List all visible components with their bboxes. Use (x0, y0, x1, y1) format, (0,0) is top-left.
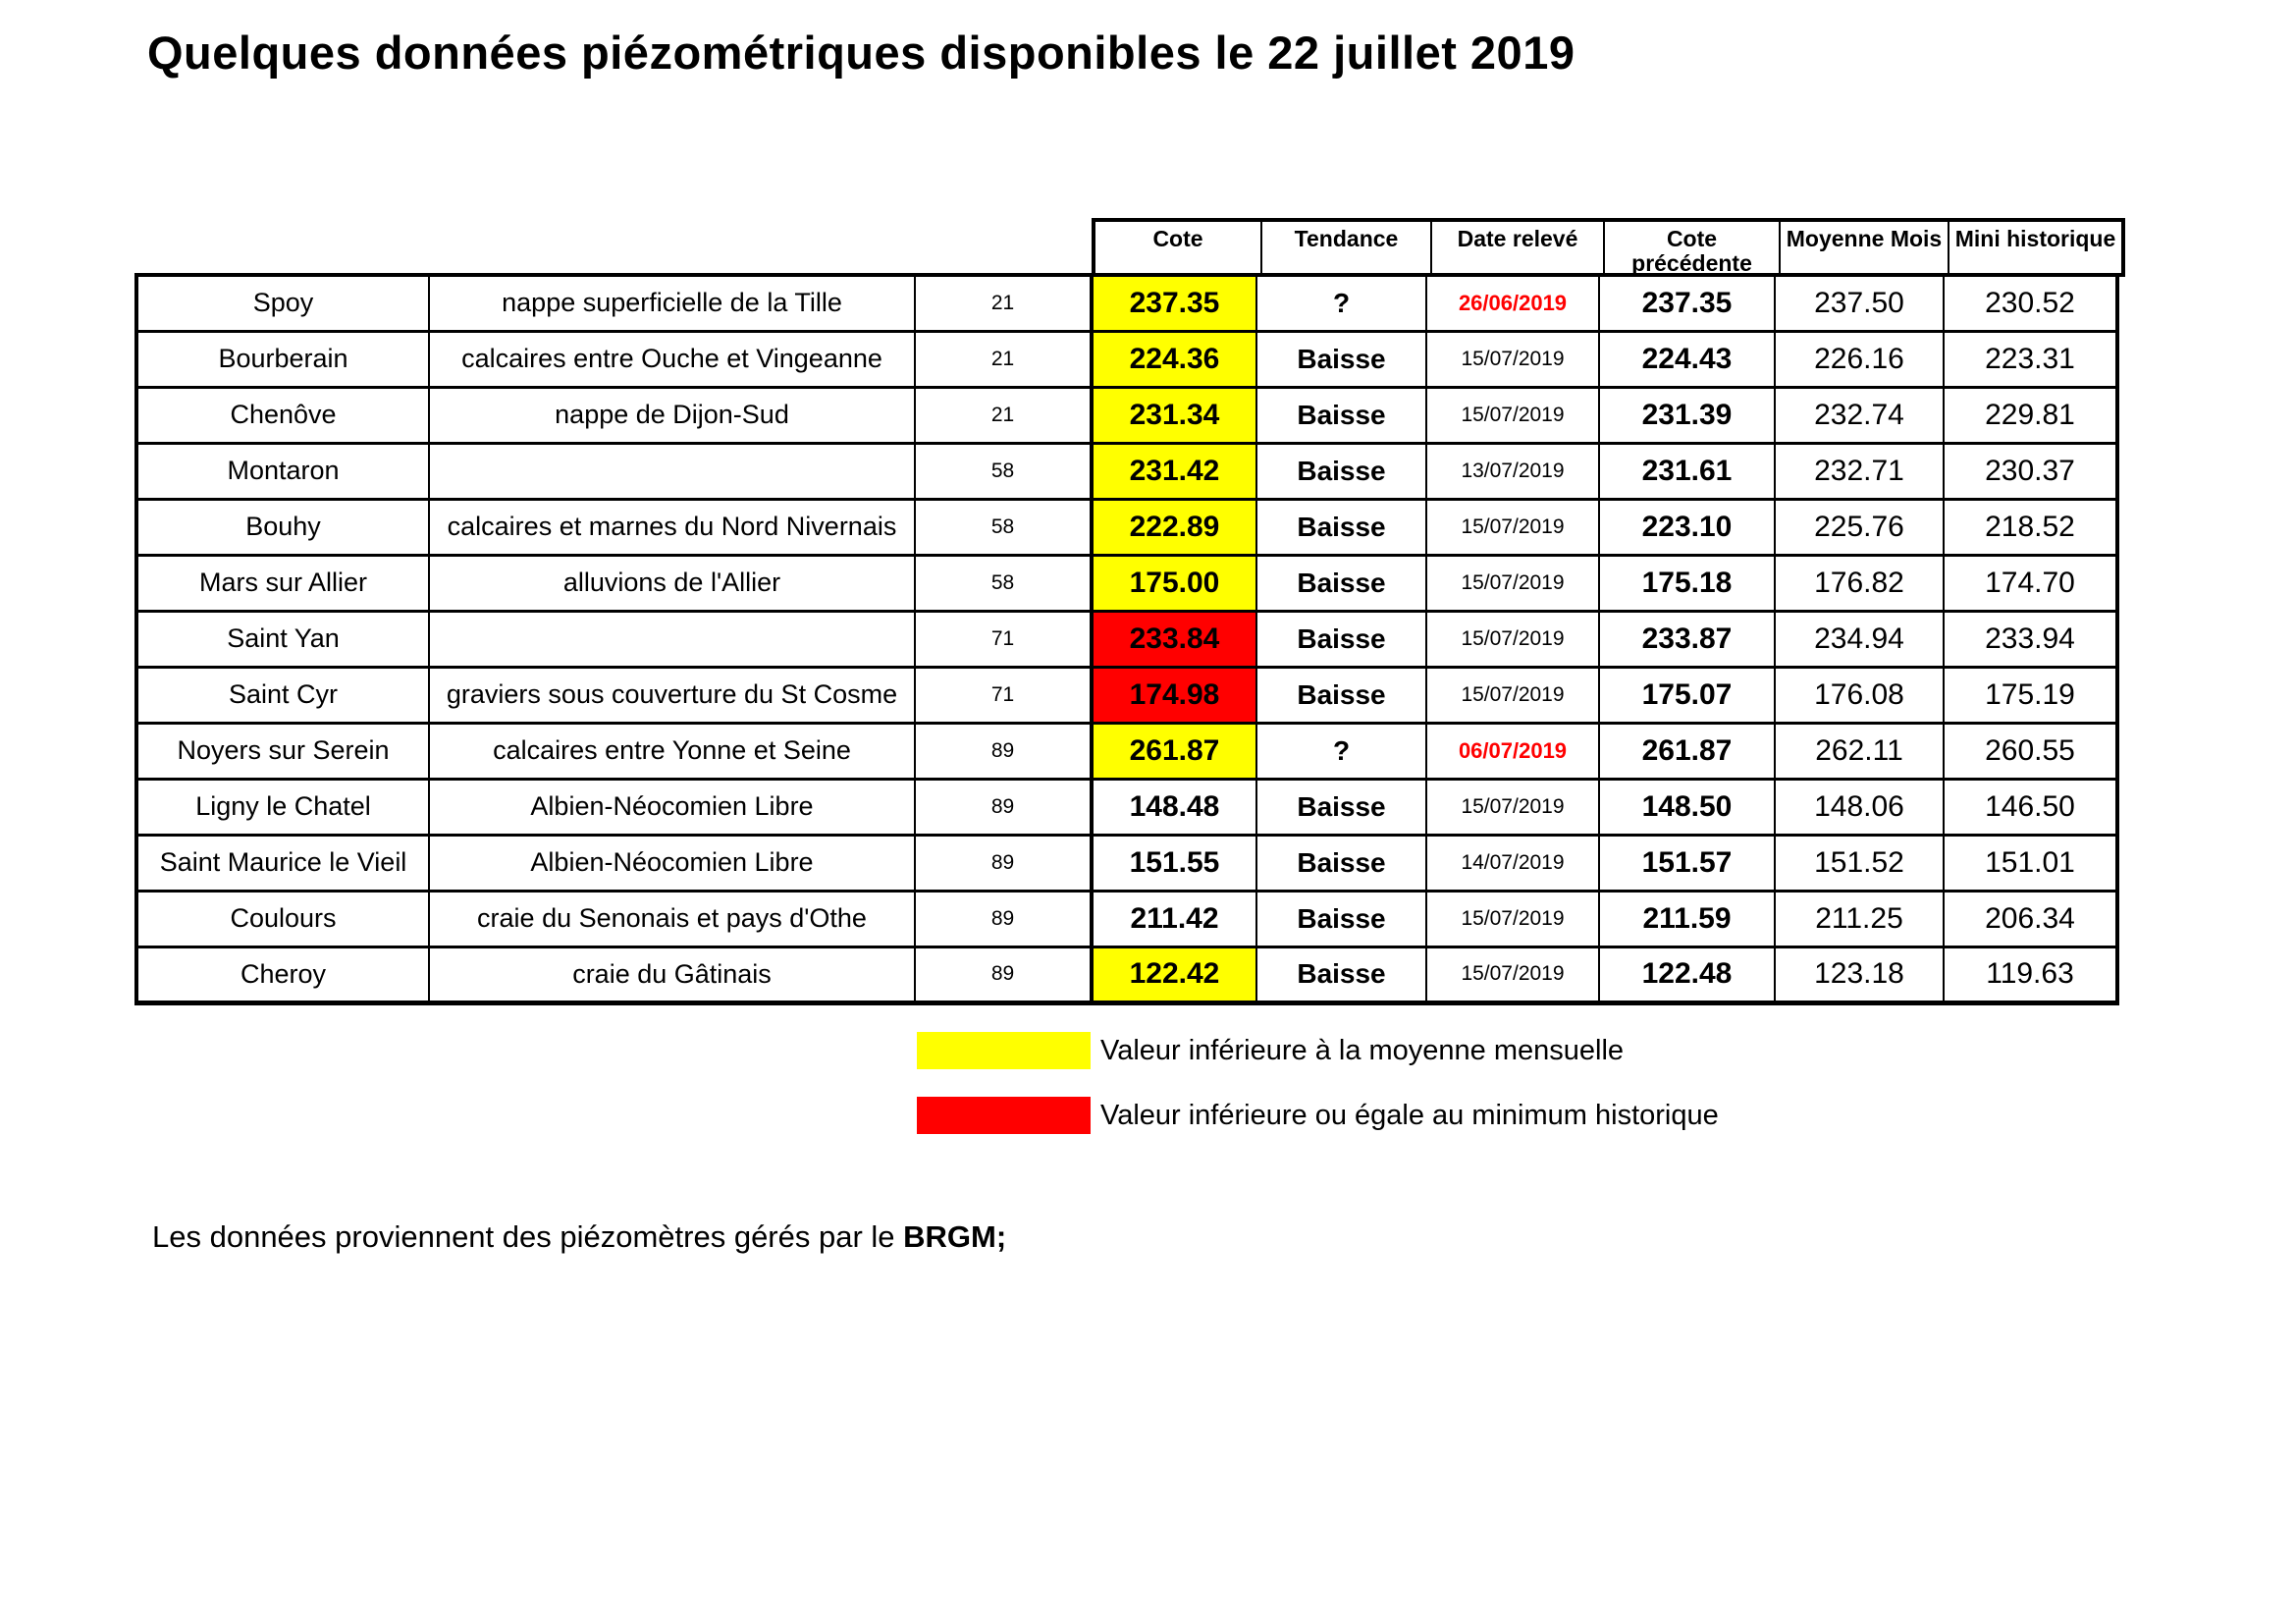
source-note (152, 1219, 1006, 1255)
station-cell: Saint Cyr (136, 667, 429, 723)
cote-cell: 222.89 (1092, 499, 1256, 555)
cote-precedente-cell: 148.50 (1599, 779, 1775, 835)
table-row (136, 443, 2117, 499)
header-cote-precedente: Cote précédente (1603, 222, 1779, 276)
cote-cell: 211.42 (1092, 891, 1256, 947)
cote-cell: 237.35 (1092, 275, 1256, 331)
table-row (136, 667, 2117, 723)
table-row (136, 499, 2117, 555)
mini-historique-cell: 206.34 (1944, 891, 2117, 947)
table-row (136, 387, 2117, 443)
aquifer-cell: calcaires entre Ouche et Vingeanne (429, 331, 915, 387)
cote-cell: 233.84 (1092, 611, 1256, 667)
moyenne-mois-cell: 226.16 (1775, 331, 1944, 387)
tendance-cell: Baisse (1256, 611, 1426, 667)
cote-precedente-cell: 175.18 (1599, 555, 1775, 611)
cote-cell: 174.98 (1092, 667, 1256, 723)
department-cell: 21 (915, 331, 1092, 387)
aquifer-cell: nappe superficielle de la Tille (429, 275, 915, 331)
department-cell: 58 (915, 555, 1092, 611)
aquifer-cell: graviers sous couverture du St Cosme (429, 667, 915, 723)
department-cell: 21 (915, 387, 1092, 443)
header-mini-historique: Mini historique (1948, 222, 2121, 276)
tendance-cell: Baisse (1256, 331, 1426, 387)
cote-precedente-cell: 237.35 (1599, 275, 1775, 331)
cote-precedente-cell: 151.57 (1599, 835, 1775, 891)
station-cell: Spoy (136, 275, 429, 331)
station-cell: Cheroy (136, 947, 429, 1002)
date-releve-cell: 06/07/2019 (1426, 723, 1599, 779)
department-cell: 71 (915, 667, 1092, 723)
source-note-brgm: BRGM; (903, 1219, 1007, 1254)
department-cell: 21 (915, 275, 1092, 331)
cote-precedente-cell: 231.61 (1599, 443, 1775, 499)
moyenne-mois-cell: 148.06 (1775, 779, 1944, 835)
source-note-text: Les données proviennent des piézomètres gérés par le (152, 1219, 904, 1254)
date-releve-cell: 15/07/2019 (1426, 611, 1599, 667)
mini-historique-cell: 223.31 (1944, 331, 2117, 387)
aquifer-cell: alluvions de l'Allier (429, 555, 915, 611)
moyenne-mois-cell: 211.25 (1775, 891, 1944, 947)
mini-historique-cell: 174.70 (1944, 555, 2117, 611)
cote-cell: 231.34 (1092, 387, 1256, 443)
legend-label: Valeur inférieure ou égale au minimum historique (1100, 1099, 1719, 1131)
cote-cell: 175.00 (1092, 555, 1256, 611)
department-cell: 71 (915, 611, 1092, 667)
aquifer-cell: calcaires et marnes du Nord Nivernais (429, 499, 915, 555)
cote-cell: 224.36 (1092, 331, 1256, 387)
department-cell: 89 (915, 891, 1092, 947)
header-moyenne-mois: Moyenne Mois (1779, 222, 1948, 276)
date-releve-cell: 26/06/2019 (1426, 275, 1599, 331)
tendance-cell: Baisse (1256, 555, 1426, 611)
aquifer-cell: Albien-Néocomien Libre (429, 779, 915, 835)
header-tendance: Tendance (1260, 222, 1430, 276)
moyenne-mois-cell: 151.52 (1775, 835, 1944, 891)
station-cell: Noyers sur Serein (136, 723, 429, 779)
table-row (136, 779, 2117, 835)
table-row (136, 555, 2117, 611)
tendance-cell: Baisse (1256, 891, 1426, 947)
aquifer-cell: calcaires entre Yonne et Seine (429, 723, 915, 779)
date-releve-cell: 15/07/2019 (1426, 387, 1599, 443)
station-cell: Bourberain (136, 331, 429, 387)
red-swatch (917, 1097, 1091, 1134)
moyenne-mois-cell: 123.18 (1775, 947, 1944, 1002)
cote-precedente-cell: 261.87 (1599, 723, 1775, 779)
mini-historique-cell: 151.01 (1944, 835, 2117, 891)
table-row (136, 275, 2117, 331)
department-cell: 89 (915, 779, 1092, 835)
aquifer-cell (429, 443, 915, 499)
page-title: Quelques données piézométriques disponibles le 22 juillet 2019 (147, 27, 1575, 79)
legend-item-red (917, 1096, 1800, 1135)
aquifer-cell (429, 611, 915, 667)
moyenne-mois-cell: 237.50 (1775, 275, 1944, 331)
tendance-cell: Baisse (1256, 835, 1426, 891)
table-row (136, 947, 2117, 1002)
cote-cell: 151.55 (1092, 835, 1256, 891)
cote-precedente-cell: 211.59 (1599, 891, 1775, 947)
station-cell: Mars sur Allier (136, 555, 429, 611)
station-cell: Montaron (136, 443, 429, 499)
cote-cell: 122.42 (1092, 947, 1256, 1002)
tendance-cell: Baisse (1256, 779, 1426, 835)
cote-precedente-cell: 223.10 (1599, 499, 1775, 555)
aquifer-cell: nappe de Dijon-Sud (429, 387, 915, 443)
cote-precedente-cell: 122.48 (1599, 947, 1775, 1002)
moyenne-mois-cell: 232.71 (1775, 443, 1944, 499)
tendance-cell: Baisse (1256, 387, 1426, 443)
moyenne-mois-cell: 176.82 (1775, 555, 1944, 611)
moyenne-mois-cell: 262.11 (1775, 723, 1944, 779)
mini-historique-cell: 146.50 (1944, 779, 2117, 835)
moyenne-mois-cell: 234.94 (1775, 611, 1944, 667)
department-cell: 89 (915, 835, 1092, 891)
moyenne-mois-cell: 176.08 (1775, 667, 1944, 723)
department-cell: 89 (915, 723, 1092, 779)
date-releve-cell: 13/07/2019 (1426, 443, 1599, 499)
moyenne-mois-cell: 225.76 (1775, 499, 1944, 555)
station-cell: Chenôve (136, 387, 429, 443)
cote-cell: 231.42 (1092, 443, 1256, 499)
department-cell: 58 (915, 499, 1092, 555)
header-date-releve: Date relevé (1430, 222, 1603, 276)
legend-item-yellow (917, 1031, 1800, 1070)
cote-precedente-cell: 224.43 (1599, 331, 1775, 387)
station-cell: Saint Maurice le Vieil (136, 835, 429, 891)
legend-label: Valeur inférieure à la moyenne mensuelle (1100, 1034, 1625, 1066)
date-releve-cell: 15/07/2019 (1426, 891, 1599, 947)
date-releve-cell: 15/07/2019 (1426, 947, 1599, 1002)
mini-historique-cell: 119.63 (1944, 947, 2117, 1002)
table-body (136, 275, 2117, 1002)
tendance-cell: Baisse (1256, 947, 1426, 1002)
yellow-swatch (917, 1032, 1091, 1069)
legend (917, 1031, 1800, 1161)
date-releve-cell: 15/07/2019 (1426, 331, 1599, 387)
date-releve-cell: 14/07/2019 (1426, 835, 1599, 891)
date-releve-cell: 15/07/2019 (1426, 499, 1599, 555)
cote-precedente-cell: 231.39 (1599, 387, 1775, 443)
station-cell: Bouhy (136, 499, 429, 555)
aquifer-cell: Albien-Néocomien Libre (429, 835, 915, 891)
tendance-cell: Baisse (1256, 499, 1426, 555)
station-cell: Ligny le Chatel (136, 779, 429, 835)
mini-historique-cell: 229.81 (1944, 387, 2117, 443)
table-row (136, 723, 2117, 779)
mini-historique-cell: 230.52 (1944, 275, 2117, 331)
aquifer-cell: craie du Gâtinais (429, 947, 915, 1002)
department-cell: 89 (915, 947, 1092, 1002)
mini-historique-cell: 175.19 (1944, 667, 2117, 723)
moyenne-mois-cell: 232.74 (1775, 387, 1944, 443)
date-releve-cell: 15/07/2019 (1426, 555, 1599, 611)
mini-historique-cell: 260.55 (1944, 723, 2117, 779)
table-header (1092, 218, 2125, 277)
cote-cell: 261.87 (1092, 723, 1256, 779)
header-cote: Cote (1152, 226, 1203, 251)
cote-precedente-cell: 233.87 (1599, 611, 1775, 667)
table-row (136, 891, 2117, 947)
department-cell: 58 (915, 443, 1092, 499)
mini-historique-cell: 230.37 (1944, 443, 2117, 499)
tendance-cell: Baisse (1256, 443, 1426, 499)
cote-precedente-cell: 175.07 (1599, 667, 1775, 723)
tendance-cell: ? (1256, 723, 1426, 779)
aquifer-cell: craie du Senonais et pays d'Othe (429, 891, 915, 947)
station-cell: Saint Yan (136, 611, 429, 667)
table-row (136, 611, 2117, 667)
station-cell: Coulours (136, 891, 429, 947)
tendance-cell: Baisse (1256, 667, 1426, 723)
date-releve-cell: 15/07/2019 (1426, 779, 1599, 835)
tendance-cell: ? (1256, 275, 1426, 331)
table-row (136, 331, 2117, 387)
mini-historique-cell: 233.94 (1944, 611, 2117, 667)
table-row (136, 835, 2117, 891)
mini-historique-cell: 218.52 (1944, 499, 2117, 555)
piezometric-table (134, 273, 2119, 1005)
date-releve-cell: 15/07/2019 (1426, 667, 1599, 723)
cote-cell: 148.48 (1092, 779, 1256, 835)
